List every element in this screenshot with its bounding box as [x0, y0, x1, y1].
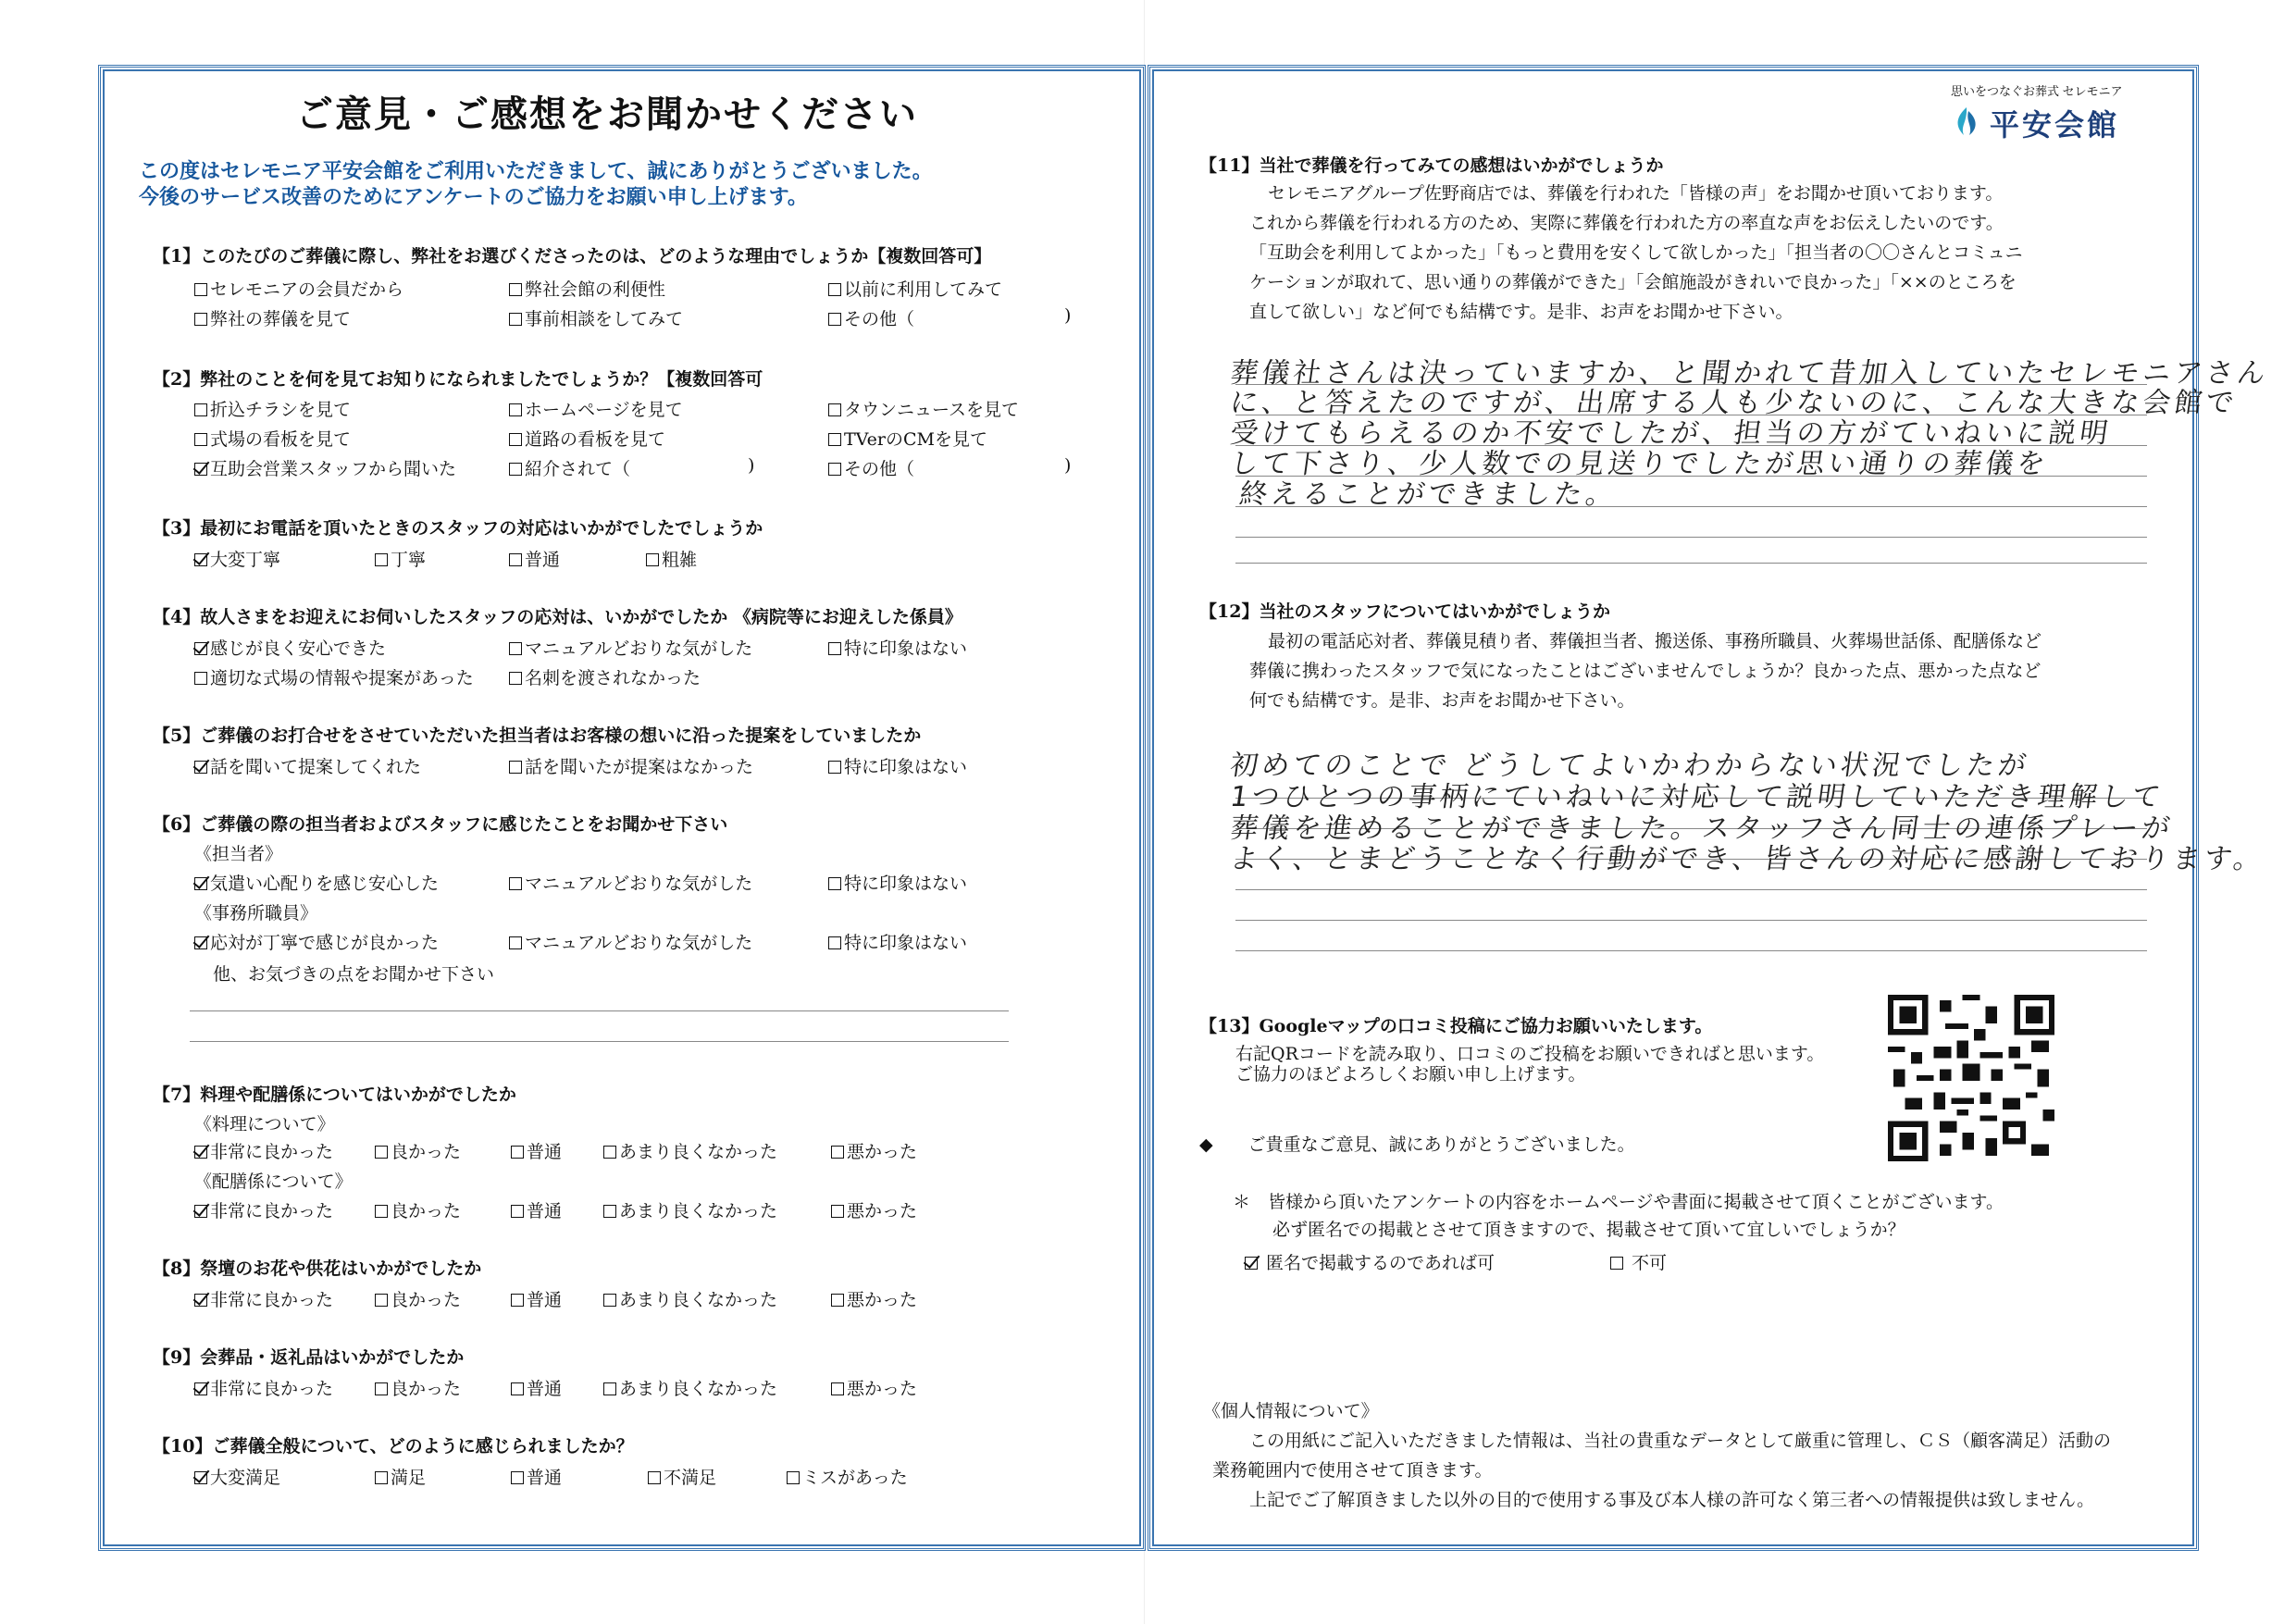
checked-checkbox-icon: [194, 642, 207, 655]
q5-opt-3[interactable]: 特に印象はない: [828, 753, 967, 778]
checkbox-icon: [831, 1146, 844, 1159]
q4-opt-2[interactable]: マニュアルどおりな気がした: [509, 635, 752, 660]
q1-close: ): [1064, 305, 1072, 326]
q2-opt-8[interactable]: 紹介されて（: [509, 455, 630, 480]
logo-name: 平安会館: [1990, 108, 2120, 142]
checkbox-icon: [787, 1471, 800, 1484]
checkbox-icon: [375, 1471, 388, 1484]
q11-line-rule-7: [1235, 563, 2147, 564]
q6-opt1-2[interactable]: マニュアルどおりな気がした: [509, 870, 752, 895]
checkbox-icon: [509, 936, 522, 949]
checkbox-icon: [511, 1146, 524, 1159]
q2-close-1: ): [748, 455, 755, 476]
q6-opt1-1[interactable]: 気遣い心配りを感じ安心した: [194, 870, 439, 895]
q11-line-4: ケーションが取れて、思い通りの葬儀ができた」「会館施設がきれいで良かった」「××のところを: [1249, 272, 2017, 292]
checkbox-icon: [828, 642, 841, 655]
q7-sub-1: 《料理について》: [194, 1114, 335, 1134]
privacy-line-2: 業務範囲内で使用させて頂きます。: [1212, 1460, 1493, 1481]
q1-text: 【1】このたびのご葬儀に際し、弊社をお選びくださったのは、どのような理由でしょうか【複数回答可】: [153, 246, 992, 267]
q11-line-rule-6: [1235, 537, 2147, 538]
q11-line-2: これから葬儀を行われる方のため、実際に葬儀を行われた方の率直な声をお伝えしたいのです。: [1249, 213, 2004, 233]
checkbox-icon: [375, 1146, 388, 1159]
checked-checkbox-icon: [194, 463, 207, 476]
q11-answer-line-5: 終えることができました。: [1237, 478, 1620, 511]
checkbox-icon: [509, 672, 522, 685]
checkbox-icon: [831, 1294, 844, 1307]
q6-other: 他、お気づきの点をお聞かせ下さい: [213, 964, 495, 985]
q6-sub-1: 《担当者》: [194, 844, 283, 864]
q2-opt-3[interactable]: タウンニュースを見て: [828, 396, 1019, 421]
checkbox-icon: [828, 463, 841, 476]
q9-opt-2[interactable]: 良かった: [375, 1375, 461, 1400]
q12-line-2: 葬儀に携わったスタッフで気になったことはございませんでしょうか？良かった点、悪かった点など: [1249, 661, 2042, 681]
q13-text: 【13】Googleマップの口コミ投稿にご協力お願いいたします。: [1199, 1016, 1713, 1036]
q1-opt-3[interactable]: 以前に利用してみて: [828, 276, 1002, 301]
q1-opt-4[interactable]: 弊社の葬儀を見て: [194, 305, 351, 330]
q10-text: 【10】ご葬儀全般について、どのように感じられましたか？: [153, 1436, 634, 1457]
q11-text: 【11】当社で葬儀を行ってみての感想はいかがでしょうか: [1199, 155, 1664, 176]
checkbox-icon: [375, 553, 388, 566]
intro-line-1: この度はセレモニア平安会館をご利用いただきまして、誠にありがとうございました。: [139, 159, 933, 183]
checkbox-icon: [194, 283, 207, 296]
q3-opt-3[interactable]: 普通: [509, 546, 560, 571]
q6-opt2-3[interactable]: 特に印象はない: [828, 929, 967, 954]
checkbox-icon: [646, 553, 659, 566]
q7-opt1-3[interactable]: 普通: [511, 1138, 562, 1163]
checkbox-icon: [194, 433, 207, 446]
q9-opt-3[interactable]: 普通: [511, 1375, 562, 1400]
q4-text: 【4】故人さまをお迎えにお伺いしたスタッフの応対は、いかがでしたか 《病院等にお迎えした係員》: [153, 607, 962, 627]
checked-checkbox-icon: [194, 1382, 207, 1395]
checkbox-icon: [194, 403, 207, 416]
q12-text: 【12】当社のスタッフについてはいかがでしょうか: [1199, 601, 1611, 622]
intro-line-2: 今後のサービス改善のためにアンケートのご協力をお願い申し上げます。: [139, 185, 808, 209]
q12-line-1: 最初の電話応対者、葬儀見積り者、葬儀担当者、搬送係、事務所職員、火葬場世話係、配膳係など: [1268, 631, 2042, 651]
q1-opt-5[interactable]: 事前相談をしてみて: [509, 305, 683, 330]
logo-tagline: 思いをつなぐお葬式 セレモニア: [1951, 84, 2123, 98]
checked-checkbox-icon: [194, 1205, 207, 1218]
q3-text: 【3】最初にお電話を頂いたときのスタッフの対応はいかがでしたでしょうか: [153, 518, 763, 539]
q9-opt-5[interactable]: 悪かった: [831, 1375, 917, 1400]
privacy-line-3: 上記でご了解頂きました以外の目的で使用する事及び本人様の許可なく第三者への情報提供は致しません。: [1249, 1490, 2095, 1510]
q4-opt-1[interactable]: 感じが良く安心できた: [194, 635, 386, 660]
q13-line-2: ご協力のほどよろしくお願い申し上げます。: [1235, 1064, 1586, 1085]
q9-opt-4[interactable]: あまり良くなかった: [603, 1375, 777, 1400]
notice-opt-no[interactable]: 不可: [1610, 1249, 1667, 1274]
q12-answer-line-3: 葬儀を進めることができました。スタッフさん同士の連係プレーが: [1228, 812, 2176, 845]
checkbox-icon: [511, 1294, 524, 1307]
logo-flame-icon: [1951, 104, 1982, 139]
q11-answer-line-3: 受けてもらえるのか不安でしたが、担当の方がていねいに説明: [1228, 417, 2114, 450]
q7-opt2-5[interactable]: 悪かった: [831, 1197, 917, 1222]
q8-opt-2[interactable]: 良かった: [375, 1286, 461, 1311]
checkbox-icon: [509, 642, 522, 655]
checkbox-icon: [375, 1382, 388, 1395]
q12-line-rule-4: [1235, 889, 2147, 890]
q11-answer-line-2: に、と答えたのですが、出席する人も少ないのに、こんな大きな会館で: [1228, 387, 2240, 419]
q12-answer-line-1: 初めてのことで どうしてよいかわからない状況でしたが: [1228, 750, 2032, 782]
q3-opt-4[interactable]: 粗雑: [646, 546, 697, 571]
checked-checkbox-icon: [194, 1294, 207, 1307]
q7-opt2-3[interactable]: 普通: [511, 1197, 562, 1222]
q12-line-rule-6: [1235, 950, 2147, 951]
q6-line-1: [190, 1010, 1009, 1011]
checked-checkbox-icon: [194, 761, 207, 774]
q6-opt2-1[interactable]: 応対が丁寧で感じが良かった: [194, 929, 439, 954]
brand-logo: [1951, 81, 2123, 99]
q8-text: 【8】祭壇のお花や供花はいかがでしたか: [153, 1258, 482, 1279]
q6-text: 【6】ご葬儀の際の担当者およびスタッフに感じたことをお聞かせ下さい: [153, 814, 728, 835]
notice-line-1: ＊ 皆様から頂いたアンケートの内容をホームページや書面に掲載させて頂くことがございます。: [1233, 1192, 2004, 1212]
q5-opt-1[interactable]: 話を聞いて提案してくれた: [194, 753, 421, 778]
q2-opt-6[interactable]: TVerのCMを見て: [828, 426, 987, 451]
checkbox-icon: [194, 672, 207, 685]
checkbox-icon: [828, 403, 841, 416]
q2-text: 【2】弊社のことを何を見てお知りになられましたでしょうか？【複数回答可: [153, 369, 763, 390]
q12-line-rule-5: [1235, 920, 2147, 921]
q7-opt2-4[interactable]: あまり良くなかった: [603, 1197, 777, 1222]
checkbox-icon: [509, 313, 522, 326]
checkbox-icon: [509, 553, 522, 566]
checked-checkbox-icon: [194, 1471, 207, 1484]
checkbox-icon: [375, 1294, 388, 1307]
notice-line-2: 必ず匿名での掲載とさせて頂きますので、掲載させて頂いて宜しいでしょうか？: [1272, 1220, 1905, 1240]
q11-line-5: 直して欲しい」など何でも結構です。是非、お声をお聞かせ下さい。: [1249, 302, 1793, 322]
checkbox-icon: [1610, 1257, 1623, 1270]
q10-opt-4[interactable]: 不満足: [648, 1464, 716, 1489]
checkbox-icon: [603, 1205, 616, 1218]
q2-opt-5[interactable]: 道路の看板を見て: [509, 426, 665, 451]
checkbox-icon: [603, 1382, 616, 1395]
checkbox-icon: [511, 1471, 524, 1484]
q3-opt-2[interactable]: 丁寧: [375, 546, 426, 571]
privacy-title: 《個人情報について》: [1203, 1401, 1379, 1421]
checkbox-icon: [509, 877, 522, 890]
q12-line-3: 何でも結構です。是非、お声をお聞かせ下さい。: [1249, 690, 1635, 711]
checkbox-icon: [648, 1471, 661, 1484]
q4-opt-4[interactable]: 適切な式場の情報や提案があった: [194, 664, 474, 689]
q2-close-2: ): [1064, 455, 1072, 476]
q11-answer-line-4: して下さり、少人数での見送りでしたが思い通りの葬儀を: [1228, 448, 2051, 480]
qr-code-icon[interactable]: [1888, 995, 2054, 1161]
notice-opt-yes[interactable]: 匿名で掲載するのであれば可: [1245, 1249, 1495, 1274]
q13-line-1: 右記QRコードを読み取り、口コミのご投稿をお願いできればと思います。: [1235, 1044, 1825, 1064]
q10-opt-5[interactable]: ミスがあった: [787, 1464, 908, 1489]
q4-opt-3[interactable]: 特に印象はない: [828, 635, 967, 660]
checkbox-icon: [603, 1146, 616, 1159]
q8-opt-1[interactable]: 非常に良かった: [194, 1286, 333, 1311]
privacy-line-1: この用紙にご記入いただきました情報は、当社の貴重なデータとして厳重に管理し、ＣＳ（顧客満足）活動の: [1249, 1431, 2112, 1451]
q1-opt-2[interactable]: 弊社会館の利便性: [509, 276, 665, 301]
q7-opt2-2[interactable]: 良かった: [375, 1197, 461, 1222]
q6-opt2-2[interactable]: マニュアルどおりな気がした: [509, 929, 752, 954]
q2-opt-2[interactable]: ホームページを見て: [509, 396, 683, 421]
checkbox-icon: [828, 936, 841, 949]
q10-opt-2[interactable]: 満足: [375, 1464, 426, 1489]
q3-opt-1[interactable]: 大変丁寧: [194, 546, 280, 571]
checked-checkbox-icon: [194, 1146, 207, 1159]
q6-sub-2: 《事務所職員》: [194, 903, 318, 924]
q11-line-3: 「互助会を利用してよかった」「もっと費用を安くして欲しかった」「担当者の〇〇さんとコミュニ: [1249, 242, 2023, 263]
checkbox-icon: [603, 1294, 616, 1307]
checkbox-icon: [509, 761, 522, 774]
q7-opt1-4[interactable]: あまり良くなかった: [603, 1138, 777, 1163]
q8-opt-4[interactable]: あまり良くなかった: [603, 1286, 777, 1311]
page-title: ご意見・ご感想をお聞かせください: [296, 93, 918, 136]
q1-opt-1[interactable]: セレモニアの会員だから: [194, 276, 403, 301]
q7-opt1-5[interactable]: 悪かった: [831, 1138, 917, 1163]
q2-opt-1[interactable]: 折込チラシを見て: [194, 396, 351, 421]
q7-opt1-2[interactable]: 良かった: [375, 1138, 461, 1163]
q2-opt-4[interactable]: 式場の看板を見て: [194, 426, 351, 451]
checkbox-icon: [828, 283, 841, 296]
checkbox-icon: [509, 403, 522, 416]
checkbox-icon: [831, 1205, 844, 1218]
q11-line-1: セレモニアグループ佐野商店では、葬儀を行われた「皆様の声」をお聞かせ頂いております。: [1268, 183, 2004, 204]
q9-opt-1[interactable]: 非常に良かった: [194, 1375, 333, 1400]
checkbox-icon: [194, 313, 207, 326]
q4-opt-5[interactable]: 名刺を渡されなかった: [509, 664, 701, 689]
q9-text: 【9】会葬品・返礼品はいかがでしたか: [153, 1347, 465, 1368]
checked-checkbox-icon: [194, 553, 207, 566]
q10-opt-1[interactable]: 大変満足: [194, 1464, 280, 1489]
q8-opt-3[interactable]: 普通: [511, 1286, 562, 1311]
q7-text: 【7】料理や配膳係についてはいかがでしたか: [153, 1085, 516, 1105]
q6-line-2: [190, 1041, 1009, 1042]
checkbox-icon: [831, 1382, 844, 1395]
q12-answer-line-4: よく、とまどうことなく行動ができ、皆さんの対応に感謝しております。: [1228, 843, 2267, 875]
checked-checkbox-icon: [194, 877, 207, 890]
q2-opt-7[interactable]: 互助会営業スタッフから聞いた: [194, 455, 456, 480]
q7-opt1-1[interactable]: 非常に良かった: [194, 1138, 333, 1163]
q5-text: 【5】ご葬儀のお打合せをさせていただいた担当者はお客様の想いに沿った提案をしていましたか: [153, 725, 922, 746]
checkbox-icon: [509, 283, 522, 296]
checkbox-icon: [511, 1382, 524, 1395]
checkbox-icon: [828, 761, 841, 774]
checkbox-icon: [828, 433, 841, 446]
q11-answer-line-1: 葬儀社さんは決っていますか、と聞かれて昔加入していたセレモニアさん: [1228, 357, 2271, 390]
q7-sub-2: 《配膳係について》: [194, 1172, 353, 1192]
q2-opt-9[interactable]: その他（: [828, 455, 914, 480]
checked-checkbox-icon: [1245, 1257, 1258, 1270]
q7-opt2-1[interactable]: 非常に良かった: [194, 1197, 333, 1222]
checkbox-icon: [509, 463, 522, 476]
thanks-text: ◆ ご貴重なご意見、誠にありがとうございました。: [1199, 1134, 1635, 1155]
checkbox-icon: [828, 313, 841, 326]
q1-opt-6[interactable]: その他（: [828, 305, 914, 330]
q10-opt-3[interactable]: 普通: [511, 1464, 562, 1489]
q8-opt-5[interactable]: 悪かった: [831, 1286, 917, 1311]
checkbox-icon: [828, 877, 841, 890]
q6-opt1-3[interactable]: 特に印象はない: [828, 870, 967, 895]
checked-checkbox-icon: [194, 936, 207, 949]
checkbox-icon: [509, 433, 522, 446]
q12-answer-line-2: 1つひとつの事柄にていねいに対応して説明していただき理解して: [1228, 781, 2166, 813]
checkbox-icon: [375, 1205, 388, 1218]
q5-opt-2[interactable]: 話を聞いたが提案はなかった: [509, 753, 753, 778]
checkbox-icon: [511, 1205, 524, 1218]
